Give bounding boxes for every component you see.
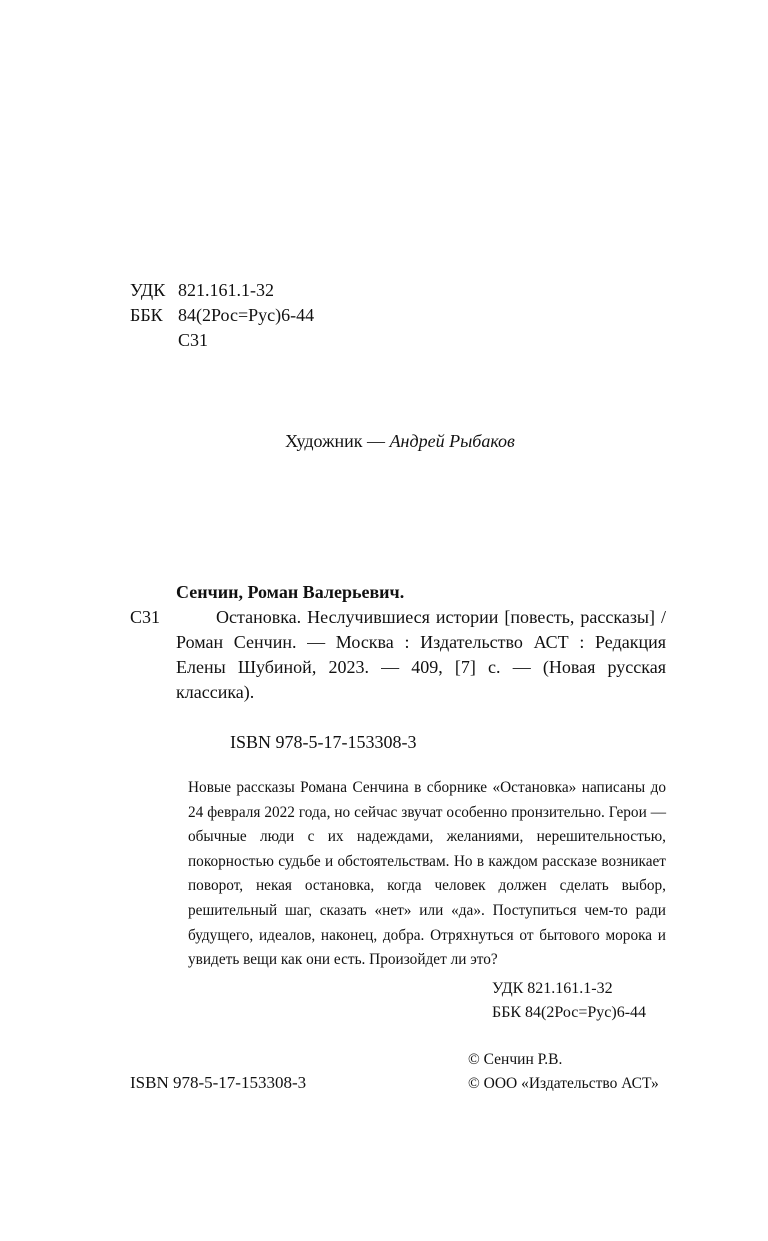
bbk-row (130, 303, 314, 328)
copyright-publisher: © ООО «Издательство АСТ» (468, 1075, 659, 1092)
copyright-author: © Сенчин Р.В. (468, 1051, 563, 1068)
bbk-value: 84(2Рос=Рус)6-44 (178, 305, 315, 325)
udk-value: 821.161.1-32 (178, 280, 274, 300)
bottom-udk: УДК 821.161.1-32 (492, 980, 613, 997)
bottom-bbk: ББК 84(2Рос=Рус)6-44 (492, 1004, 647, 1021)
bibliographic-author: Сенчин, Роман Валерьевич. (176, 582, 405, 602)
footer-isbn: ISBN 978-5-17-153308-3 (130, 1073, 307, 1092)
udk-row (130, 278, 314, 303)
annotation-text: Новые рассказы Романа Сенчина в сборнике «Остановка» написаны до 24 февраля 2022 года, но сейчас звучат особенно пронзительно. Герои — обычные люди с их надеждами, желаниями, нерешительностью, покорностью судьбе и обстоятельствам. Но в каждом рассказе возникает поворот, некая остановка, когда человек должен сделать выбор, решительный шаг, сказать «нет» или «да». Поступиться чем-то ради будущего, идеалов, наконец, добра. Отряхнуться от бытового морока и увидеть вещи как они есть. Произойдет ли это? (188, 779, 666, 969)
illustrator-role: Художник — (285, 431, 390, 451)
copyright-block (468, 1048, 659, 1096)
bibliographic-code: С31 (130, 607, 161, 627)
bibliographic-isbn: ISBN 978-5-17-153308-3 (230, 732, 417, 752)
bottom-classification (492, 977, 646, 1025)
bibliographic-description: Остановка. Неслучившиеся истории [повесть, рассказы] / Роман Сенчин. — Москва : Издательство АСТ : Редакция Елены Шубиной, 2023. — 409, [7] с. — (Новая русская классика). (176, 607, 666, 702)
illustrator-name: Андрей Рыбаков (389, 431, 515, 451)
illustrator-line (0, 429, 768, 453)
author-mark: С31 (178, 330, 209, 350)
bbk-label: ББК (130, 305, 163, 325)
classification-block (130, 278, 314, 353)
udk-label: УДК (130, 280, 166, 300)
